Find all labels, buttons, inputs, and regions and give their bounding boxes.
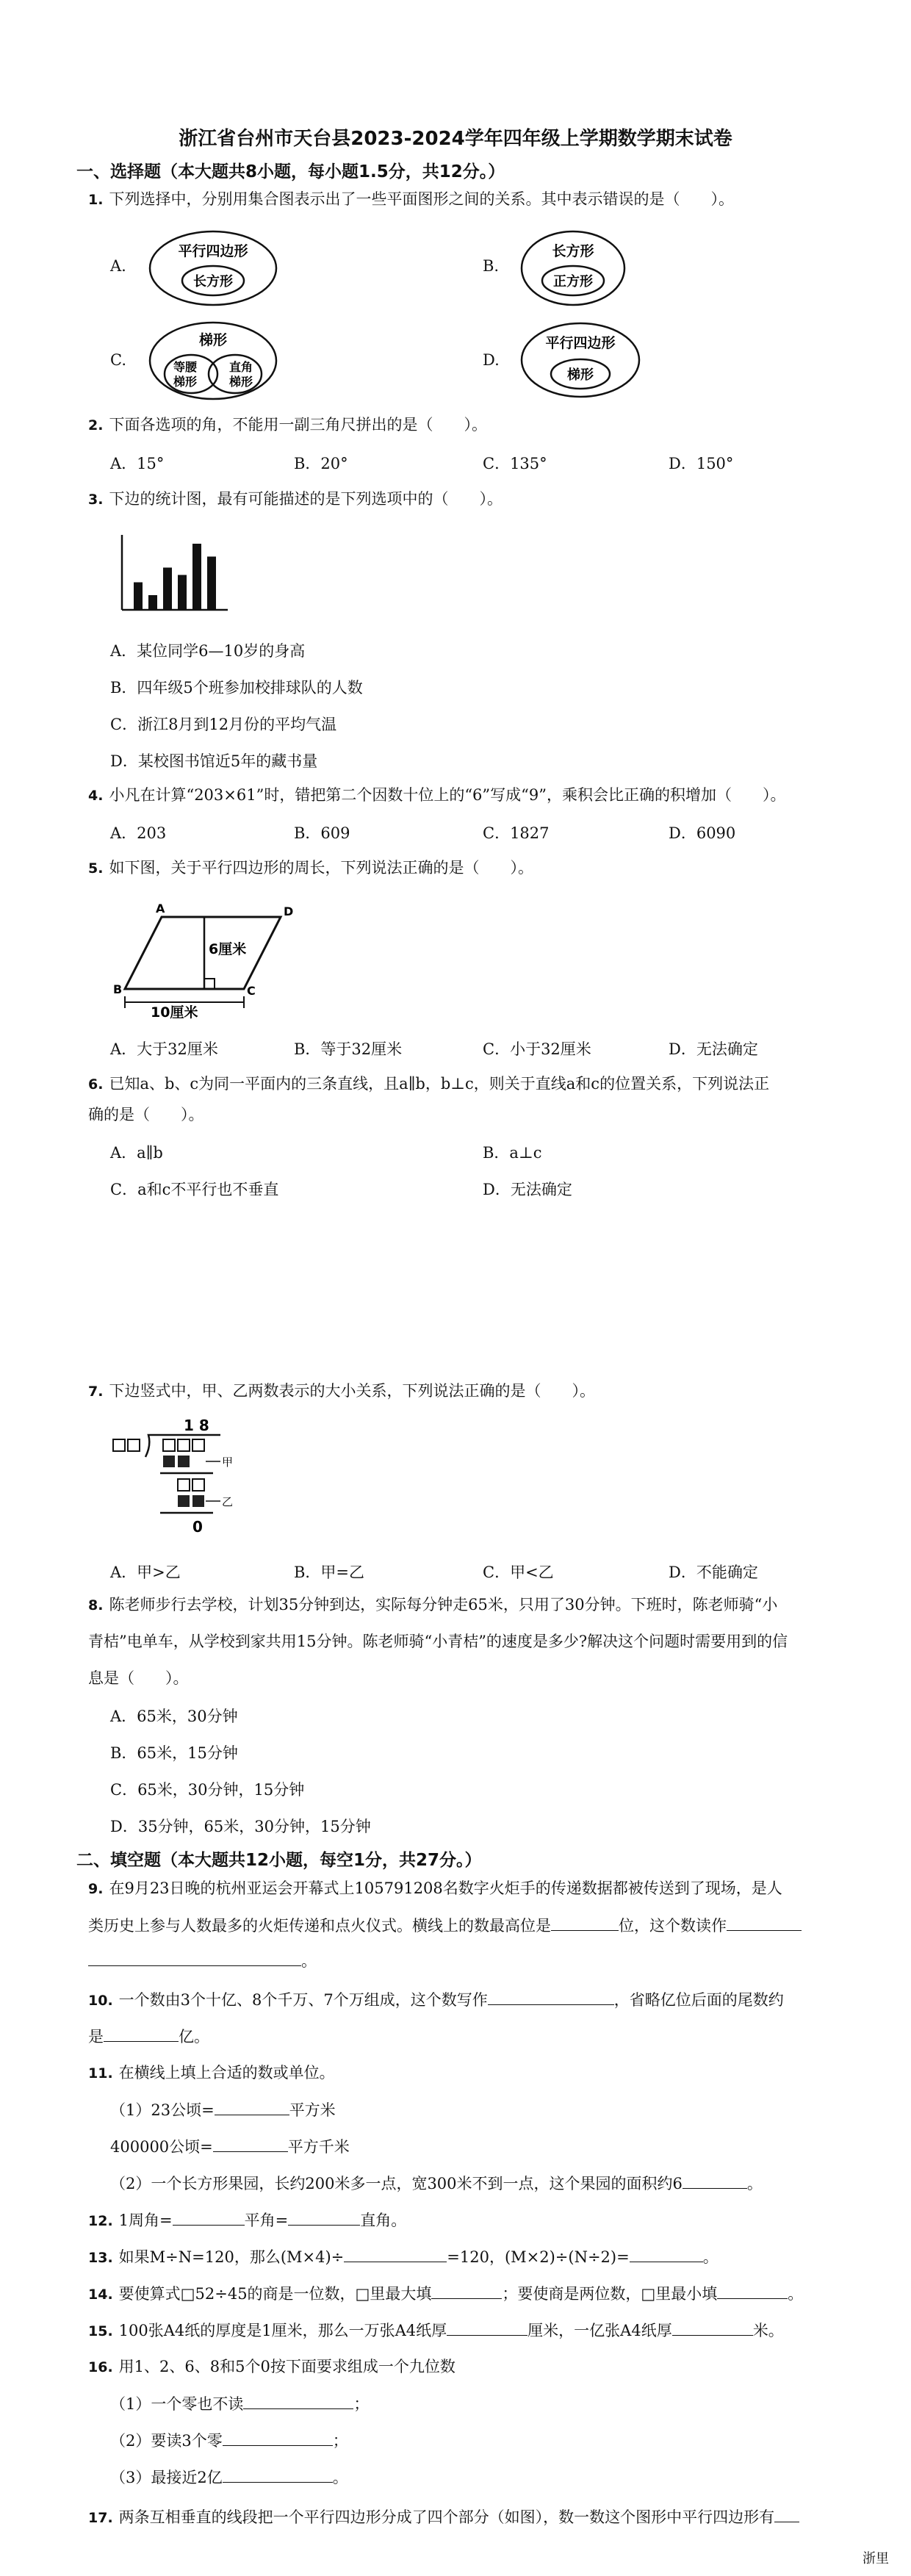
question-number: 17. — [88, 2510, 113, 2526]
question-text: 两条互相垂直的线段把一个平行四边形分成了四个部分（如图），数一数这个图形中平行四边形有 — [118, 2508, 775, 2526]
question-text: 直角。 — [360, 2212, 407, 2229]
question-text: 是 — [88, 2028, 104, 2046]
chart-bar — [134, 583, 143, 611]
vertex-label: D — [284, 904, 294, 918]
venn-label: 梯形 — [198, 332, 228, 348]
venn-label: 等腰 — [173, 360, 198, 374]
option-b: B．等于32厘米 — [294, 1040, 403, 1058]
question-text: 平角= — [244, 2212, 289, 2229]
answer-blank[interactable] — [551, 1914, 619, 1931]
option-c: C．甲<乙 — [483, 1564, 554, 1581]
option-a: A．65米，30分钟 — [110, 1708, 238, 1725]
option-c: C．小于32厘米 — [483, 1040, 591, 1058]
question-text: ；要使商是两位数，□里最小填 — [502, 2285, 718, 2303]
question-number: 16. — [88, 2359, 113, 2375]
question-text: （1）23公顷= — [110, 2101, 215, 2119]
question-text: ； — [332, 2432, 348, 2450]
option-d: D．无法确定 — [483, 1181, 572, 1198]
remainder: 0 — [192, 1518, 203, 1536]
venn-label: 平行四边形 — [545, 335, 616, 351]
answer-blank[interactable] — [672, 2319, 753, 2336]
question-number: 5. — [88, 860, 104, 877]
option-b: B．609 — [294, 824, 350, 842]
question-text: 如果M÷N=120，那么(M×4)÷ — [118, 2248, 345, 2266]
vertex-label: A — [156, 902, 165, 915]
option-b: B．四年级5个班参加校排球队的人数 — [110, 679, 363, 697]
answer-blank[interactable] — [774, 2505, 799, 2522]
question-text: 1周角= — [118, 2212, 173, 2229]
venn-diagram-b — [518, 228, 628, 309]
question-text: （2）一个长方形果园，长约200米多一点，宽300米不到一点，这个果园的面积约6 — [110, 2175, 683, 2192]
question-10 — [88, 1988, 784, 2012]
question-16-part-2 — [110, 2429, 348, 2452]
option-d: D．不能确定 — [669, 1564, 758, 1581]
question-10-line-2 — [88, 2025, 209, 2048]
question-text: 小凡在计算“203×61”时，错把第二个因数十位上的“6”写成“9”，乘积会比正确的积增加（ ）。 — [109, 786, 786, 804]
question-text: 米。 — [752, 2322, 784, 2339]
height-label: 6厘米 — [209, 941, 247, 957]
option-b: B．甲=乙 — [294, 1564, 365, 1581]
venn-label: 长方形 — [193, 274, 233, 289]
option-c: C．浙江8月到12月份的平均气温 — [110, 716, 337, 733]
option-b: B．65米，15分钟 — [110, 1744, 238, 1762]
option-a: A．某位同学6—10岁的身高 — [110, 642, 306, 660]
question-number: 1. — [88, 192, 104, 208]
chart-bar — [178, 575, 187, 611]
question-number: 14. — [88, 2287, 113, 2303]
question-3 — [88, 488, 503, 511]
answer-blank[interactable] — [344, 2245, 447, 2262]
bar-chart — [118, 529, 235, 617]
question-number: 4. — [88, 788, 104, 804]
question-13 — [88, 2245, 719, 2269]
answer-blank[interactable] — [173, 2209, 245, 2226]
question-number: 2. — [88, 417, 104, 433]
question-number: 6. — [88, 1076, 104, 1093]
question-4 — [88, 784, 786, 807]
question-text: （1）一个零也不读 — [110, 2395, 244, 2413]
question-text: 下边的统计图，最有可能描述的是下列选项中的（ ）。 — [109, 490, 503, 508]
venn-label: 正方形 — [553, 274, 593, 289]
question-text: 在横线上填上合适的数或单位。 — [118, 2064, 335, 2082]
question-number: 12. — [88, 2213, 113, 2229]
answer-blank[interactable] — [447, 2319, 527, 2336]
venn-label: 平行四边形 — [178, 243, 248, 259]
question-text: 平方千米 — [287, 2138, 350, 2156]
question-text: （3）最接近2亿 — [110, 2469, 223, 2486]
venn-label: 长方形 — [552, 243, 594, 259]
option-a: A．a∥b — [110, 1144, 163, 1162]
answer-blank[interactable] — [88, 1949, 301, 1966]
question-text: 下列选择中，分别用集合图表示出了一些平面图形之间的关系。其中表示错误的是（ ）。 — [109, 190, 734, 208]
answer-blank[interactable] — [243, 2392, 353, 2409]
question-11-part-1 — [110, 2098, 336, 2121]
option-label: C. — [110, 351, 126, 369]
question-text: 在9月23日晚的杭州亚运会开幕式上105791208名数字火炬手的传递数据都被传送到了现场，是人 — [109, 1879, 782, 1897]
question-text: 。 — [746, 2175, 763, 2192]
option-a: A．203 — [110, 824, 167, 842]
question-text: 要使算式□52÷45的商是一位数，□里最大填 — [118, 2285, 432, 2303]
question-text: ； — [353, 2395, 370, 2413]
question-number: 11. — [88, 2065, 113, 2082]
answer-blank[interactable] — [223, 2466, 333, 2483]
question-text: 已知a、b、c为同一平面内的三条直线，且a∥b，b⊥c，则关于直线a和c的位置关系，下列说法正 — [109, 1075, 770, 1093]
question-text: 。 — [788, 2285, 804, 2303]
question-text: 下边竖式中，甲、乙两数表示的大小关系，下列说法正确的是（ ）。 — [109, 1382, 595, 1400]
option-d: D．35分钟，65米，30分钟，15分钟 — [110, 1818, 371, 1835]
question-text: 平方米 — [289, 2101, 336, 2119]
quotient: 1 8 — [184, 1417, 209, 1434]
question-number: 7. — [88, 1384, 104, 1400]
question-15 — [88, 2319, 784, 2342]
question-text: 一个数由3个十亿、8个千万、7个万组成，这个数写作 — [118, 1991, 488, 2009]
question-text: 100张A4纸的厚度是1厘米，那么一万张A4纸厚 — [118, 2322, 447, 2339]
question-text: 厘米，一亿张A4纸厚 — [527, 2322, 672, 2339]
question-text: 400000公顷= — [110, 2138, 213, 2156]
chart-bar — [148, 595, 157, 610]
page-title: 浙江省台州市天台县2023-2024学年四年级上学期数学期末试卷 — [179, 128, 732, 150]
option-c: C．65米，30分钟，15分钟 — [110, 1781, 305, 1799]
question-text: （2）要读3个零 — [110, 2432, 223, 2450]
question-text: 如下图，关于平行四边形的周长，下列说法正确的是（ ）。 — [109, 859, 533, 877]
question-7 — [88, 1380, 595, 1403]
question-number: 10. — [88, 1993, 113, 2009]
option-c: C．a和c不平行也不垂直 — [110, 1181, 279, 1198]
venn-label: 梯形 — [228, 375, 253, 389]
question-6-continued: 确的是（ ）。 — [88, 1106, 204, 1123]
section-heading-fill: 二、填空题（本大题共12小题，每空1分，共27分。） — [76, 1851, 482, 1870]
question-9 — [88, 1877, 782, 1900]
question-17 — [88, 2505, 799, 2529]
option-c: C．135° — [483, 455, 547, 472]
question-2 — [88, 414, 487, 436]
option-d: D．某校图书馆近5年的藏书量 — [110, 752, 318, 770]
option-a: A．甲>乙 — [110, 1564, 181, 1581]
question-1 — [88, 188, 734, 211]
question-text: 下面各选项的角，不能用一副三角尺拼出的是（ ）。 — [109, 416, 487, 433]
option-b: B．a⊥c — [483, 1144, 542, 1162]
answer-blank[interactable] — [717, 2282, 788, 2299]
option-d: D．6090 — [669, 824, 736, 842]
answer-blank[interactable] — [727, 1914, 802, 1931]
question-16-part-1 — [110, 2392, 369, 2415]
venn-label: 梯形 — [567, 367, 594, 383]
question-text: ，省略亿位后面的尾数约 — [613, 1991, 784, 2009]
question-8-line-3: 息是（ ）。 — [88, 1669, 189, 1687]
venn-label: 直角 — [228, 360, 253, 374]
option-d: D．无法确定 — [669, 1040, 758, 1058]
question-8 — [88, 1594, 777, 1616]
question-16-part-3 — [110, 2466, 348, 2489]
venn-diagram-d — [518, 320, 643, 400]
question-number: 8. — [88, 1597, 104, 1613]
option-d: D．150° — [669, 455, 734, 472]
answer-blank[interactable] — [488, 1988, 614, 2005]
footer-brand: 浙里 — [863, 2551, 889, 2566]
answer-blank[interactable] — [213, 2135, 288, 2152]
question-text: 。 — [332, 2469, 348, 2486]
question-9-line-3 — [88, 1949, 317, 1972]
section-heading-choice: 一、选择题（本大题共8小题，每小题1.5分，共12分。） — [76, 162, 505, 181]
parallelogram-figure — [110, 895, 301, 1020]
option-label: D. — [483, 351, 500, 369]
answer-blank[interactable] — [215, 2098, 289, 2115]
chart-bar — [207, 557, 216, 611]
base-label: 10厘米 — [151, 1004, 198, 1020]
vertex-label: C — [247, 984, 256, 998]
answer-blank[interactable] — [431, 2282, 502, 2299]
option-b: B．20° — [294, 455, 348, 472]
long-division-figure — [110, 1414, 272, 1543]
jia-label: 甲 — [222, 1456, 234, 1469]
option-a: A．大于32厘米 — [110, 1040, 218, 1058]
answer-blank[interactable] — [683, 2172, 747, 2189]
yi-label: 乙 — [222, 1495, 234, 1508]
question-number: 15. — [88, 2323, 113, 2339]
question-text: 位，这个数读作 — [619, 1917, 727, 1935]
question-8-line-2: 青桔”电单车，从学校到家共用15分钟。陈老师骑“小青桔”的速度是多少?解决这个问题时需要用到的信 — [88, 1633, 788, 1650]
answer-blank[interactable] — [104, 2025, 179, 2042]
question-number: 13. — [88, 2250, 113, 2266]
question-text: 用1、2、6、8和5个0按下面要求组成一个九位数 — [118, 2358, 455, 2375]
question-text: 。 — [702, 2248, 719, 2266]
question-9-line-2 — [88, 1914, 802, 1937]
question-text: 类历史上参与人数最多的火炬传递和点火仪式。横线上的数最高位是 — [88, 1917, 551, 1935]
question-16 — [88, 2356, 455, 2378]
answer-blank[interactable] — [223, 2429, 333, 2446]
chart-bar — [192, 544, 201, 610]
venn-diagram-a — [147, 228, 279, 309]
option-label: A. — [110, 257, 126, 275]
question-number: 3. — [88, 492, 104, 508]
question-6 — [88, 1073, 769, 1095]
question-5 — [88, 857, 533, 879]
question-text: 亿。 — [179, 2028, 209, 2046]
option-label: B. — [483, 257, 500, 275]
question-text: 。 — [301, 1952, 317, 1970]
answer-blank[interactable] — [288, 2209, 360, 2226]
venn-label: 梯形 — [173, 375, 198, 389]
question-12 — [88, 2209, 406, 2232]
vertex-label: B — [113, 982, 123, 996]
question-11-part-2 — [110, 2172, 763, 2195]
question-text: =120，(M×2)÷(N÷2)= — [447, 2248, 630, 2266]
question-text: 陈老师步行去学校，计划35分钟到达，实际每分钟走65米，只用了30分钟。下班时，陈老师骑“小 — [109, 1596, 778, 1613]
chart-bar — [163, 568, 172, 611]
question-14 — [88, 2282, 803, 2306]
question-number: 9. — [88, 1881, 104, 1897]
option-c: C．1827 — [483, 824, 550, 842]
option-a: A．15° — [110, 455, 165, 472]
question-11-part-1b — [110, 2135, 350, 2158]
answer-blank[interactable] — [630, 2245, 703, 2262]
question-11 — [88, 2062, 335, 2084]
venn-diagram-c — [147, 320, 279, 402]
